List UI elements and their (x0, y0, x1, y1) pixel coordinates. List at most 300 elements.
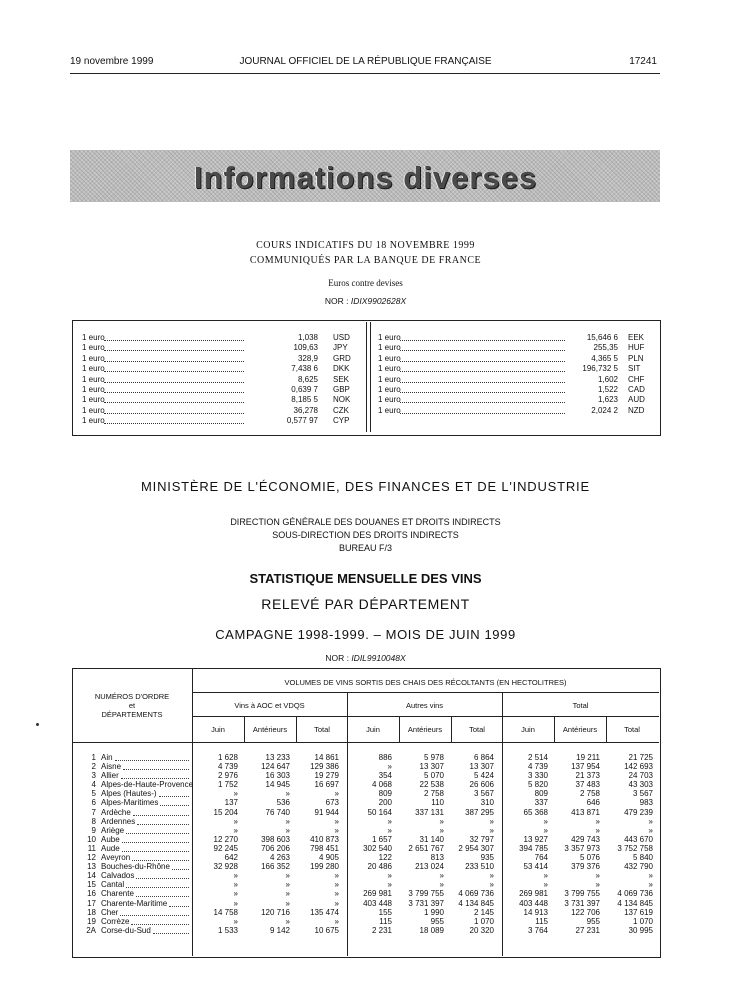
table-cell: 2 651 767 (408, 843, 444, 853)
rate-value: 109,63 (293, 343, 318, 353)
subcolumn-header: Total (624, 725, 640, 734)
rate-currency: CAD (628, 384, 645, 394)
dot-leader (400, 382, 565, 383)
table-cell: » (285, 916, 290, 926)
rate-row (378, 375, 648, 385)
table-row (82, 808, 657, 817)
table-cell: » (595, 816, 600, 826)
page-number: 17241 (629, 56, 657, 67)
rate-row (82, 364, 357, 374)
row-number: 17 (87, 898, 96, 908)
table-cell: 4 739 (217, 762, 238, 772)
table-cell: 199 280 (310, 862, 339, 872)
table-cell: 21 725 (628, 753, 653, 762)
dot-leader (137, 824, 189, 825)
dot-leader (172, 869, 189, 870)
table-cell: » (489, 825, 494, 835)
department-name: Ardennes (101, 816, 136, 826)
row-number: 6 (91, 798, 96, 808)
rate-label: 1 euro (378, 395, 401, 405)
table-cell: 19 211 (576, 753, 600, 762)
table-cell: 6 864 (473, 753, 494, 762)
table-cell: » (233, 871, 238, 881)
table-cell: 32 797 (469, 834, 494, 844)
table-cell: 3 799 755 (564, 889, 600, 899)
journal-title: JOURNAL OFFICIEL DE LA RÉPUBLIQUE FRANÇAISE (239, 56, 492, 67)
table-cell: 955 (430, 916, 444, 926)
bureau: BUREAU F/3 (338, 543, 392, 553)
rates-title-line2: COMMUNIQUÉS PAR LA BANQUE DE FRANCE (249, 255, 482, 266)
table-cell: » (285, 825, 290, 835)
table-cell: 4 739 (527, 762, 548, 772)
table-row (82, 753, 657, 762)
table-cell: 387 295 (465, 807, 494, 817)
table-cell: 76 740 (265, 807, 290, 817)
table-cell: 18 089 (419, 925, 444, 935)
table-cell: 4 134 845 (617, 898, 653, 908)
row-number: 12 (87, 853, 96, 863)
table-cell: 4 134 845 (458, 898, 494, 908)
table-cell: » (285, 898, 290, 908)
dot-leader (123, 769, 189, 770)
table-cell: 3 567 (473, 789, 494, 799)
department-name: Charente-Maritime (101, 898, 168, 908)
nor-label: NOR : (324, 296, 349, 306)
subcolumn-header: Juin (211, 725, 225, 734)
row-number: 1 (91, 753, 96, 762)
dot-leader (104, 361, 244, 362)
table-cell: 4 069 736 (458, 889, 494, 899)
table-cell: 4 263 (269, 853, 290, 863)
row-number: 3 (91, 771, 96, 781)
table-cell: 16 303 (265, 771, 290, 781)
table-cell: 1 628 (217, 753, 238, 762)
table-cell: 398 603 (261, 834, 290, 844)
table-cell: 91 944 (314, 807, 339, 817)
row-number: 11 (87, 843, 96, 853)
table-cell: 813 (430, 853, 444, 863)
rate-row (82, 375, 357, 385)
table-cell: 30 995 (628, 925, 653, 935)
dot-leader (400, 402, 565, 403)
rate-row (82, 333, 357, 343)
table-cell: 4 905 (318, 853, 339, 863)
table-cell: 19 279 (314, 771, 339, 781)
table-cell: » (648, 825, 653, 835)
rate-value: 0,577 97 (286, 416, 318, 426)
rate-label: 1 euro (82, 416, 105, 426)
table-cell: 3 764 (527, 925, 548, 935)
rate-label: 1 euro (82, 405, 105, 415)
rate-label: 1 euro (82, 343, 105, 353)
table-cell: 200 (378, 798, 392, 808)
table-cell: 9 142 (269, 925, 290, 935)
rate-currency: GRD (333, 353, 351, 363)
table-row (82, 826, 657, 835)
rate-value: 1,623 (597, 395, 618, 405)
row-number: 18 (87, 907, 96, 917)
table-cell: 14 758 (213, 907, 238, 917)
table-cell: » (334, 898, 339, 908)
campaign-title: CAMPAGNE 1998-1999. – MOIS DE JUIN 1999 (215, 627, 516, 642)
header-date: 19 novembre 1999 (70, 56, 154, 67)
statistics-subtitle: RELEVÉ PAR DÉPARTEMENT (261, 596, 470, 612)
table-cell: » (233, 898, 238, 908)
table-cell: » (334, 916, 339, 926)
table-cell: » (543, 871, 548, 881)
table-cell: 269 981 (519, 889, 548, 899)
rate-value: 8,185 5 (291, 395, 318, 405)
department-name: Alpes (Hautes-) (101, 789, 157, 799)
table-cell: » (648, 871, 653, 881)
rate-value: 2,024 2 (591, 405, 618, 415)
table-cell: » (233, 789, 238, 799)
table-row (82, 817, 657, 826)
table-cell: 886 (378, 753, 392, 762)
table-cell: 65 368 (523, 807, 548, 817)
table-cell: 115 (535, 916, 548, 926)
rate-label: 1 euro (82, 395, 105, 405)
rate-value: 7,438 6 (291, 364, 318, 374)
table-cell: 337 (534, 798, 548, 808)
row-number: 16 (87, 889, 96, 899)
table-cell: 403 448 (519, 898, 548, 908)
table-cell: 410 873 (310, 834, 339, 844)
rate-value: 36,278 (293, 405, 318, 415)
department-name: Cher (101, 907, 119, 917)
table-cell: » (439, 880, 444, 890)
sub-direction: SOUS-DIRECTION DES DROITS INDIRECTS (272, 530, 459, 540)
rates-subtitle: Euros contre devises (328, 278, 403, 288)
dot-leader (104, 382, 244, 383)
table-cell: 2 758 (423, 789, 444, 799)
table-cell: » (285, 880, 290, 890)
rate-row (82, 354, 357, 364)
table-rule (192, 716, 659, 717)
table-cell: 13 927 (523, 834, 548, 844)
table-cell: 4 069 736 (617, 889, 653, 899)
table-cell: 479 239 (624, 807, 653, 817)
rate-row (82, 385, 357, 395)
table-cell: 379 376 (571, 862, 600, 872)
table-cell: 24 703 (628, 771, 653, 781)
rate-currency: SEK (333, 374, 350, 384)
table-row (82, 789, 657, 798)
table-row (82, 917, 657, 926)
table-cell: 269 981 (363, 889, 392, 899)
dot-leader (136, 896, 189, 897)
table-cell: 129 386 (310, 762, 339, 772)
subcolumn-header: Antérieurs (252, 725, 288, 734)
dot-leader (400, 361, 565, 362)
department-name: Aveyron (101, 853, 131, 863)
rate-value: 1,602 (597, 374, 618, 384)
table-cell: 14 945 (265, 780, 290, 790)
dot-leader (104, 392, 244, 393)
table-cell: 13 307 (469, 762, 494, 772)
department-name: Ain (101, 753, 113, 762)
table-row (82, 926, 657, 935)
table-cell: 1 070 (473, 916, 494, 926)
table-cell: 2 758 (579, 789, 600, 799)
header-rule (70, 73, 660, 74)
rate-label: 1 euro (378, 405, 401, 415)
department-name: Aube (101, 834, 120, 844)
table-cell: 432 790 (624, 862, 653, 872)
table-row (82, 798, 657, 807)
table-cell: 337 131 (415, 807, 444, 817)
table-cell: » (233, 880, 238, 890)
table-cell: 706 206 (261, 843, 290, 853)
dot-leader (153, 933, 189, 934)
table-cell: 3 731 397 (564, 898, 600, 908)
table-cell: » (285, 871, 290, 881)
table-cell: 142 693 (624, 762, 653, 772)
table-cell: 22 538 (419, 780, 444, 790)
table-cell: » (387, 825, 392, 835)
rate-row (82, 395, 357, 405)
nor-label: NOR : (325, 653, 349, 663)
table-cell: 137 619 (624, 907, 653, 917)
table-cell: » (285, 889, 290, 899)
rate-value: 1,522 (597, 384, 618, 394)
table-cell: » (489, 816, 494, 826)
rate-value: 0,639 7 (291, 384, 318, 394)
department-name: Corrèze (101, 916, 130, 926)
table-cell: 354 (378, 771, 392, 781)
rate-currency: EEK (628, 333, 645, 342)
table-cell: 43 303 (628, 780, 653, 790)
dot-leader (104, 340, 244, 341)
department-name: Alpes-Maritimes (101, 798, 159, 808)
table-cell: » (233, 825, 238, 835)
table-cell: 21 373 (575, 771, 600, 781)
rate-row (378, 364, 648, 374)
department-name: Ariège (101, 825, 125, 835)
table-rule (72, 742, 659, 743)
subcolumn-header: Total (469, 725, 485, 734)
table-cell: 32 928 (213, 862, 238, 872)
table-cell: 310 (480, 798, 494, 808)
rate-currency: PLN (628, 353, 644, 363)
banner-title: Informations diverses (193, 160, 538, 195)
dot-leader (400, 340, 565, 341)
table-cell: 443 670 (624, 834, 653, 844)
row-number: 2A (86, 925, 96, 935)
dot-leader (126, 887, 189, 888)
table-cell: 1 070 (632, 916, 653, 926)
table-cell: 5 070 (423, 771, 444, 781)
direction-general: DIRECTION GÉNÉRALE DES DOUANES ET DROITS INDIRECTS (230, 517, 501, 527)
table-cell: 27 231 (575, 925, 600, 935)
table-cell: 673 (325, 798, 339, 808)
dot-leader (104, 423, 244, 424)
subcolumn-header: Antérieurs (562, 725, 598, 734)
table-cell: 37 483 (575, 780, 600, 790)
table-cell: » (648, 880, 653, 890)
dot-leader (122, 842, 189, 843)
table-row (82, 771, 657, 780)
row-header-line: NUMÉROS D'ORDRE (94, 692, 170, 701)
table-cell: » (543, 825, 548, 835)
rate-currency: DKK (333, 364, 350, 374)
table-cell: 155 (378, 907, 392, 917)
table-cell: » (439, 871, 444, 881)
table-cell: 5 820 (527, 780, 548, 790)
row-number: 4 (91, 780, 96, 790)
table-cell: 213 024 (415, 862, 444, 872)
department-name: Aude (101, 843, 120, 853)
dot-leader (126, 833, 189, 834)
rate-value: 196,732 5 (582, 364, 618, 374)
table-cell: 764 (534, 853, 548, 863)
dot-leader (122, 851, 189, 852)
row-header (72, 692, 192, 719)
rates-left-column (82, 333, 357, 427)
rate-label: 1 euro (378, 333, 401, 342)
table-cell: 935 (480, 853, 494, 863)
rate-currency: JPY (333, 343, 348, 353)
table-cell: » (285, 789, 290, 799)
table-cell: 809 (378, 789, 392, 799)
rate-label: 1 euro (378, 343, 401, 353)
department-name: Bouches-du-Rhône (101, 862, 170, 872)
rate-currency: SIT (628, 364, 641, 374)
rate-row (378, 333, 648, 343)
table-row (82, 844, 657, 853)
rate-row (378, 343, 648, 353)
rate-currency: NZD (628, 405, 645, 415)
table-main-header: VOLUMES DE VINS SORTIS DES CHAIS DES RÉCOLTANTS (EN HECTOLITRES) (284, 678, 567, 687)
table-cell: 3 330 (527, 771, 548, 781)
dot-leader (400, 350, 565, 351)
dot-leader (160, 805, 189, 806)
table-row (82, 862, 657, 871)
rate-label: 1 euro (378, 384, 401, 394)
table-cell: 53 414 (523, 862, 548, 872)
table-cell: 413 871 (571, 807, 600, 817)
table-cell: 115 (379, 916, 392, 926)
table-cell: 20 320 (469, 925, 494, 935)
table-row (82, 880, 657, 889)
table-cell: 122 706 (571, 907, 600, 917)
table-cell: 50 164 (367, 807, 392, 817)
table-cell: 536 (276, 798, 290, 808)
rate-value: 15,646 6 (586, 333, 618, 342)
department-name: Charente (101, 889, 134, 899)
rate-currency: GBP (333, 384, 350, 394)
table-cell: » (233, 816, 238, 826)
table-cell: 2 954 307 (458, 843, 494, 853)
subcolumn-header: Total (314, 725, 330, 734)
table-cell: 4 068 (371, 780, 392, 790)
table-cell: 809 (534, 789, 548, 799)
table-cell: 31 140 (419, 834, 444, 844)
row-number: 8 (91, 816, 96, 826)
table-row (82, 835, 657, 844)
group-header-other: Autres vins (405, 701, 444, 710)
table-cell: 2 976 (217, 771, 238, 781)
rate-currency: AUD (628, 395, 645, 405)
table-cell: » (387, 762, 392, 772)
table-cell: » (233, 889, 238, 899)
table-cell: 137 (224, 798, 238, 808)
table-row (82, 908, 657, 917)
rate-row (378, 406, 648, 416)
department-name: Aisne (101, 762, 122, 772)
table-cell: 3 357 973 (564, 843, 600, 853)
table-cell: » (543, 880, 548, 890)
table-cell: 2 514 (527, 753, 548, 762)
dot-leader (400, 392, 565, 393)
table-cell: » (648, 816, 653, 826)
table-cell: 1 533 (217, 925, 238, 935)
rate-label: 1 euro (378, 374, 401, 384)
rate-label: 1 euro (82, 333, 105, 342)
table-cell: » (233, 916, 238, 926)
table-cell: 3 752 758 (617, 843, 653, 853)
rate-label: 1 euro (378, 353, 401, 363)
department-name: Cantal (101, 880, 125, 890)
table-cell: 122 (378, 853, 392, 863)
rate-row (378, 385, 648, 395)
table-cell: » (334, 825, 339, 835)
row-number: 5 (91, 789, 96, 799)
rate-row (378, 395, 648, 405)
table-cell: 1 657 (371, 834, 392, 844)
table-cell: » (334, 816, 339, 826)
table-cell: 3 799 755 (408, 889, 444, 899)
dot-leader (104, 350, 244, 351)
row-header-line: et (128, 701, 136, 710)
department-name: Ardèche (101, 807, 131, 817)
table-cell: 135 474 (310, 907, 339, 917)
table-cell: 26 606 (469, 780, 494, 790)
table-row (82, 780, 657, 789)
dot-leader (120, 915, 189, 916)
table-cell: 166 352 (261, 862, 290, 872)
group-header-aoc: Vins à AOC et VDQS (234, 701, 305, 710)
table-cell: » (595, 871, 600, 881)
table-row (82, 762, 657, 771)
rate-value: 8,625 (297, 374, 318, 384)
row-number: 14 (87, 871, 96, 881)
rate-row (82, 406, 357, 416)
rate-value: 1,038 (297, 333, 318, 342)
rate-value: 328,9 (297, 353, 318, 363)
table-cell: 5 424 (473, 771, 494, 781)
table-cell: 13 233 (265, 753, 290, 762)
table-cell: » (334, 880, 339, 890)
table-nor (0, 653, 731, 663)
table-cell: 429 743 (571, 834, 600, 844)
table-row (82, 899, 657, 908)
table-cell: » (595, 825, 600, 835)
table-cell: 403 448 (363, 898, 392, 908)
table-cell: 20 486 (367, 862, 392, 872)
table-cell: 302 540 (363, 843, 392, 853)
rates-divider (366, 322, 371, 432)
table-cell: 16 697 (314, 780, 339, 790)
table-cell: 3 567 (632, 789, 653, 799)
row-number: 13 (87, 862, 96, 872)
table-cell: 92 245 (213, 843, 238, 853)
rate-value: 255,35 (593, 343, 618, 353)
rate-currency: HUF (628, 343, 645, 353)
dot-leader (121, 778, 189, 779)
table-row (82, 889, 657, 898)
nor-value: IDIX9902628X (350, 296, 407, 306)
